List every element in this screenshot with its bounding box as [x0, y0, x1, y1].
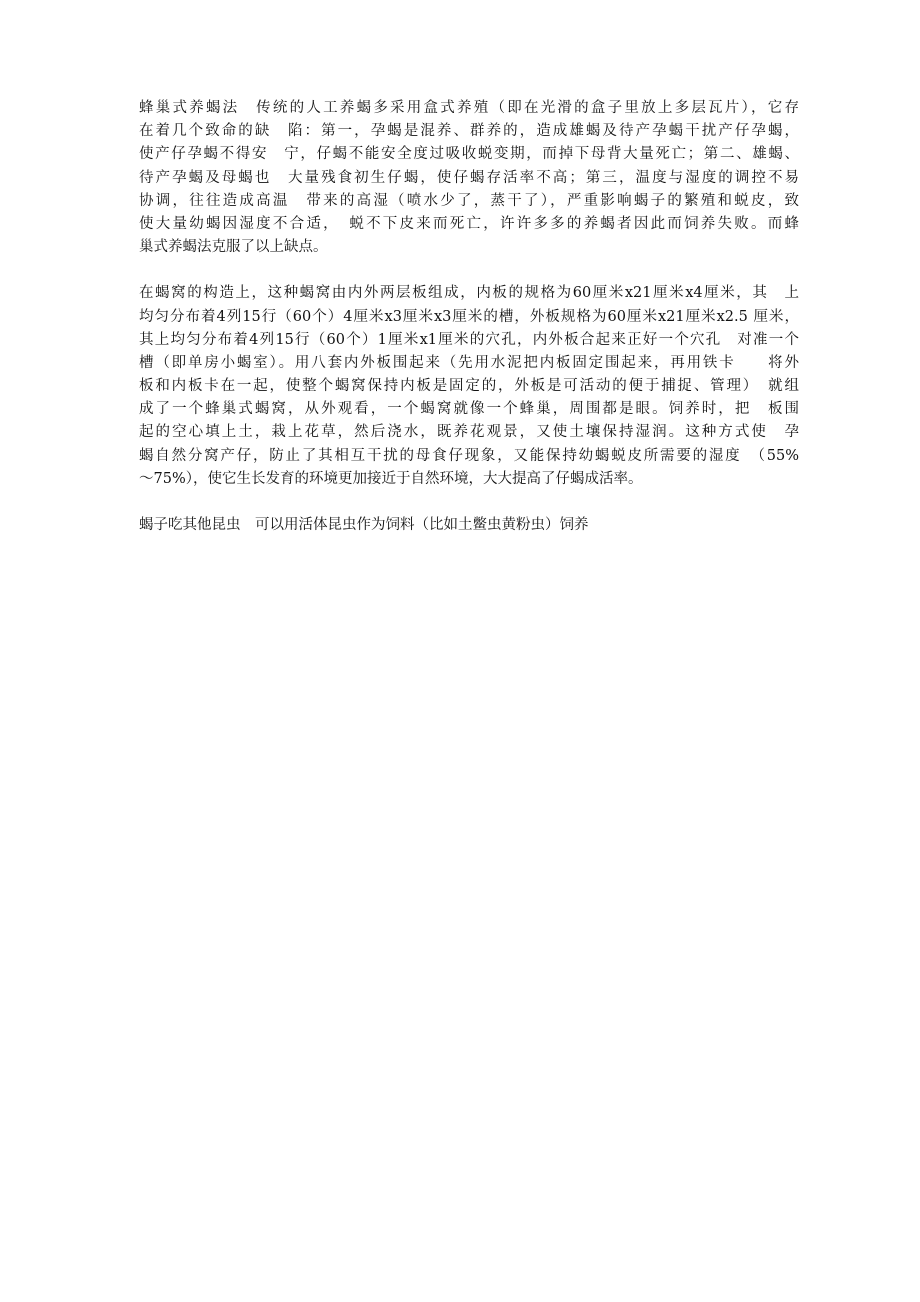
paragraph-intro	[139, 97, 799, 259]
text-line: 蝎自然分窝产仔，防止了其相互干扰的母食仔现象，又能保持幼蝎蜕皮所需要的湿度 （55%	[139, 447, 799, 464]
text-line: 蜂巢式养蝎法 传统的人工养蝎多采用盒式养殖（即在光滑的盒子里放上多层瓦片），它存	[139, 100, 799, 116]
text-line: 均匀分布着4列15行（60个）4厘米x3厘米x3厘米的槽，外板规格为60厘米x21厘米x2.5 厘米，	[139, 308, 799, 325]
text-line: 其上均匀分布着4列15行（60个）1厘米x1厘米的穴孔，内外板合起来正好一个穴孔 对准一个	[139, 331, 799, 348]
text-line: 起的空心填上土，栽上花草，然后浇水，既养花观景，又使土壤保持湿润。这种方式使 孕	[139, 424, 799, 441]
text-line: 板和内板卡在一起，使整个蝎窝保持内板是固定的，外板是可活动的便于捕捉、管理） 就组	[139, 378, 799, 395]
text-line: 待产孕蝎及母蝎也 大量残食初生仔蝎，使仔蝎存活率不高；第三，温度与湿度的调控不易	[139, 169, 799, 186]
text-line: 槽（即单房小蝎室）。用八套内外板围起来（先用水泥把内板固定围起来，再用铁卡 将外	[139, 354, 799, 371]
paragraph-structure	[139, 282, 799, 491]
text-line: 蝎子吃其他昆虫 可以用活体昆虫作为饲料（比如土鳖虫黄粉虫）饲养	[139, 517, 589, 533]
text-line: 巢式养蝎法克服了以上缺点。	[139, 239, 328, 256]
text-line: 在着几个致命的缺 陷：第一，孕蝎是混养、群养的，造成雄蝎及待产孕蝎干扰产仔孕蝎，	[139, 123, 799, 140]
document-body	[139, 97, 799, 560]
text-line: 使产仔孕蝎不得安 宁，仔蝎不能安全度过吸收蜕变期，而掉下母背大量死亡；第二、雄蝎、	[139, 146, 799, 163]
text-line: 成了一个蜂巢式蝎窝，从外观看，一个蝎窝就像一个蜂巢，周围都是眼。饲养时，把 板围	[139, 401, 799, 418]
text-line: 使大量幼蝎因湿度不合适， 蜕不下皮来而死亡，许许多多的养蝎者因此而饲养失败。而蜂	[139, 215, 799, 232]
text-line: 在蝎窝的构造上，这种蝎窝由内外两层板组成，内板的规格为60厘米x21厘米x4厘米，其 上	[139, 285, 799, 302]
text-line: 协调，往往造成高温 带来的高湿（喷水少了，蒸干了），严重影响蝎子的繁殖和蜕皮，致	[139, 192, 799, 209]
paragraph-feeding	[139, 514, 799, 537]
text-line: ～75%），使它生长发育的环境更加接近于自然环境，大大提高了仔蝎成活率。	[139, 470, 643, 487]
